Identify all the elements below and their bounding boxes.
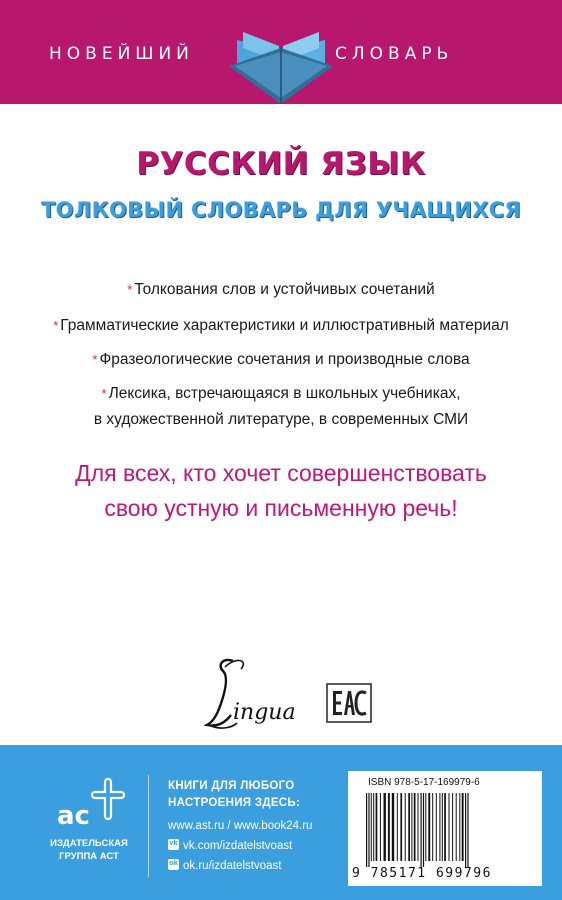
open-book-icon [229,18,333,104]
feature-item: * Лексика, встречающаяся в школьных учебниках, в художественной литературе, в современных СМИ [93,385,469,428]
barcode-bar [405,793,406,861]
publisher-name: ИЗДАТЕЛЬСКАЯ ГРУППА АСТ [50,838,128,862]
asterisk-bullet-icon: * [92,352,98,367]
barcode-bar [376,793,378,861]
series-title-left: НОВЕЙШИЙ [49,44,194,64]
barcode-bar [459,793,460,861]
vk-link[interactable]: vk vk.com/izdatelstvoast [169,838,293,852]
barcode-bar [397,793,398,861]
ok-icon: ok [168,859,179,870]
barcode-bar [384,793,386,861]
barcode-bar [439,793,440,861]
asterisk-bullet-icon: * [127,282,133,297]
barcode-bar [414,793,416,861]
barcode-bar [368,793,369,867]
barcode-bar [423,793,424,867]
tagline: Для всех, кто хочет совершенствовать свою устную и письменную речь! [75,460,487,521]
footer-divider [148,775,149,877]
series-header-band [0,0,562,104]
barcode-bar [456,793,457,861]
barcode-bar [373,793,374,861]
website-links[interactable]: www.ast.ru / www.book24.ru [168,820,313,832]
svg-text:ingua: ingua [233,700,296,725]
feature-item: * Фразеологические сочетания и производные слова [92,351,470,368]
barcode-bar [428,793,430,861]
asterisk-bullet-icon: * [53,318,59,333]
barcode-bar [408,793,410,861]
isbn-label: ISBN 978-5-17-169979-6 [368,777,480,788]
barcode-bar [467,793,468,867]
isbn-barcode-box [348,771,542,886]
barcode-bar [452,793,453,861]
vk-icon: vk [168,839,179,850]
books-slogan-line1: КНИГИ ДЛЯ ЛЮБОГО [168,780,295,792]
barcode-bar [421,793,422,867]
barcode-bar [444,793,446,861]
barcode-bar [432,793,433,861]
barcode [358,793,534,867]
barcode-bar [392,793,394,861]
barcode-bar [449,793,450,861]
barcode-bar [418,793,419,861]
barcode-bar [380,793,381,861]
barcode-bar [366,793,367,867]
asterisk-bullet-icon: * [101,386,107,401]
book-subtitle: ТОЛКОВЫЙ СЛОВАРЬ ДЛЯ УЧАЩИХСЯ [41,198,521,222]
feature-item: * Грамматические характеристики и иллюстративный материал [53,317,509,334]
ok-link[interactable]: ok ok.ru/izdatelstvoast [169,858,282,872]
barcode-bar [388,793,390,861]
barcode-bar [436,793,437,861]
barcode-bar [462,793,464,861]
barcode-digits: 9 785171 699796 [352,866,492,881]
series-title-right: СЛОВАРЬ [335,44,454,64]
feature-item: * Толкования слов и устойчивых сочетаний [127,281,435,298]
book-title: РУССКИЙ ЯЗЫК [136,146,426,182]
barcode-bar [425,793,426,861]
barcode-bar [371,793,372,861]
lingua-logo [203,653,313,733]
barcode-bar [400,793,402,861]
svg-text:ac: ac [57,801,90,831]
barcode-bar [465,793,466,867]
eac-certification-mark [326,683,372,723]
barcode-bar [442,793,443,861]
ast-publisher-logo [53,776,133,832]
barcode-bar [411,793,412,861]
books-slogan-line2: НАСТРОЕНИЯ ЗДЕСЬ: [168,797,301,809]
